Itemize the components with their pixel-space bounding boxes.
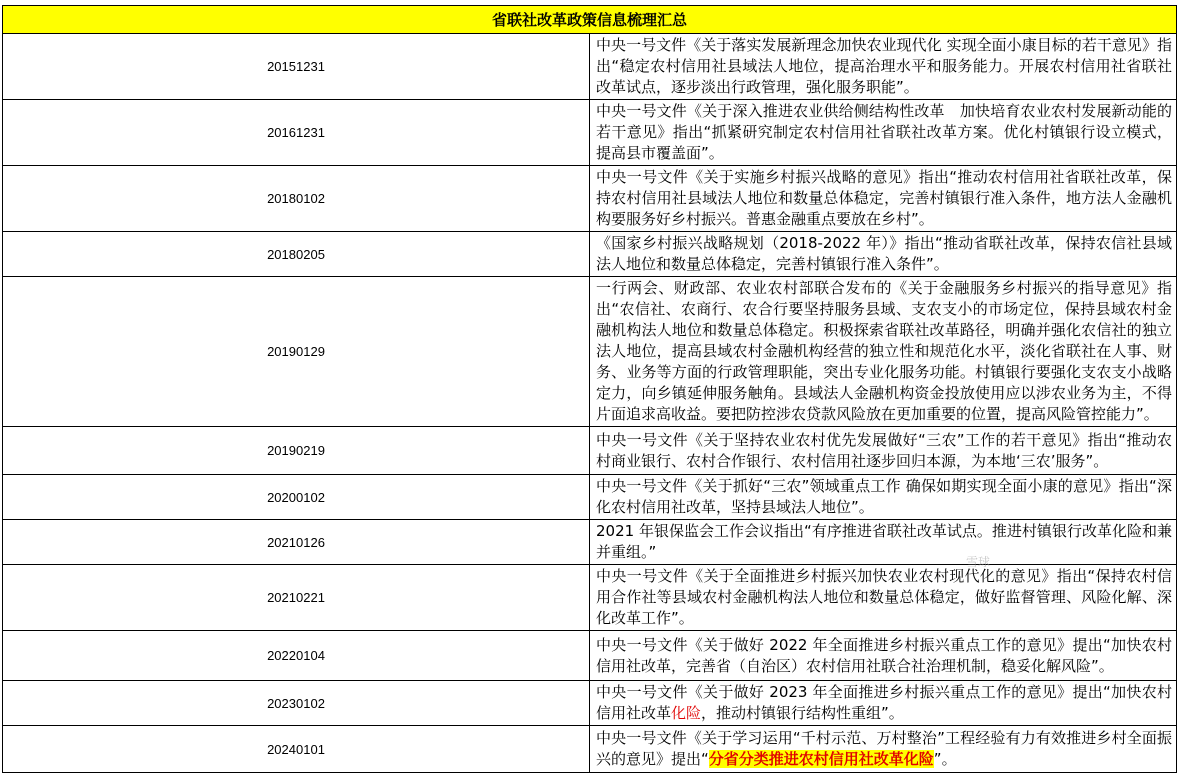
- row-text-part: 中央一号文件《关于做好 2023 年全面推进乡村振兴重点工作的意见》提出“加快农村信用社改革: [596, 683, 1172, 722]
- row-date: 20220104: [3, 631, 590, 681]
- table-row: [3, 475, 1177, 520]
- table-row: [3, 427, 1177, 475]
- row-text-part: 中央一号文件《关于学习运用“千村示范、万村整治”工程经验有力有效推进乡村全面振兴的意见》提出“: [596, 729, 1172, 768]
- row-text-part: ，推动村镇银行结构性重组”。: [701, 704, 904, 722]
- row-text: 中央一号文件《关于落实发展新理念加快农业现代化 实现全面小康目标的若干意见》指出“稳定农村信用社县域法人地位，提高治理水平和服务能力。开展农村信用社省联社改革试点，逐步淡出行政管理，强化服务职能”。: [590, 34, 1177, 100]
- row-date: 20200102: [3, 475, 590, 520]
- row-date: 20190129: [3, 277, 590, 427]
- row-text: 中央一号文件《关于深入推进农业供给侧结构性改革 加快培育农业农村发展新动能的若干意见》指出“抓紧研究制定农村信用社省联社改革方案。优化村镇银行设立模式，提高县市覆盖面”。: [590, 100, 1177, 166]
- row-text: 中央一号文件《关于做好 2022 年全面推进乡村振兴重点工作的意见》提出“加快农村信用社改革，完善省（自治区）农村信用社联合社治理机制，稳妥化解风险”。: [590, 631, 1177, 681]
- table-row: [3, 34, 1177, 100]
- table-title: 省联社改革政策信息梳理汇总: [3, 6, 1177, 34]
- table-row: [3, 166, 1177, 232]
- row-date: 20190219: [3, 427, 590, 475]
- table-row: [3, 726, 1177, 773]
- row-text-part: ”。: [933, 750, 957, 768]
- row-text: 中央一号文件《关于抓好“三农”领域重点工作 确保如期实现全面小康的意见》指出“深化农村信用社改革，坚持县域法人地位”。: [590, 475, 1177, 520]
- row-date: 20161231: [3, 100, 590, 166]
- table-title-row: [3, 6, 1177, 34]
- row-text: [590, 726, 1177, 773]
- row-text: 《国家乡村振兴战略规划（2018-2022 年）》指出“推动省联社改革，保持农信社县域法人地位和数量总体稳定，完善村镇银行准入条件”。: [590, 232, 1177, 277]
- row-text: 一行两会、财政部、农业农村部联合发布的《关于金融服务乡村振兴的指导意见》指出“农信社、农商行、农合行要坚持服务县域、支农支小的市场定位，保持县域农村金融机构法人地位和数量总体稳定。积极探索省联社改革路径，明确并强化农信社的独立法人地位，提高县域农村金融机构经营的独立性和规范化水平，淡化省联社在人事、财务、业务等方面的行政管理职能，突出专业化服务功能。村镇银行要强化支农支小战略定力，向乡镇延伸服务触角。县域法人金融机构资金投放使用应以涉农业务为主，不得片面追求高收益。要把防控涉农贷款风险放在更加重要的位置，提高风险管控能力”。: [590, 277, 1177, 427]
- row-date: 20180205: [3, 232, 590, 277]
- row-text: 中央一号文件《关于全面推进乡村振兴加快农业农村现代化的意见》指出“保持农村信用合作社等县域农村金融机构法人地位和数量总体稳定，做好监督管理、风险化解、深化改革工作”。: [590, 565, 1177, 631]
- row-text: 2021 年银保监会工作会议指出“有序推进省联社改革试点。推进村镇银行改革化险和兼并重组。”: [590, 520, 1177, 565]
- row-date: 20180102: [3, 166, 590, 232]
- row-date: 20210126: [3, 520, 590, 565]
- table-row: [3, 100, 1177, 166]
- table-row: [3, 681, 1177, 726]
- highlighted-emphasis: 分省分类推进农村信用社改革化险: [708, 750, 934, 768]
- row-text: 中央一号文件《关于实施乡村振兴战略的意见》指出“推动农村信用社省联社改革，保持农村信用社县域法人地位和数量总体稳定，完善村镇银行准入条件，地方法人金融机构要服务好乡村振兴。普惠金融重点要放在乡村”。: [590, 166, 1177, 232]
- row-date: 20230102: [3, 681, 590, 726]
- watermark: 雪球: [966, 555, 991, 569]
- table-row: [3, 565, 1177, 631]
- table-row: [3, 520, 1177, 565]
- row-date: 20240101: [3, 726, 590, 773]
- row-date: 20210221: [3, 565, 590, 631]
- policy-table: [2, 5, 1177, 773]
- row-date: 20151231: [3, 34, 590, 100]
- row-text: [590, 681, 1177, 726]
- table-row: [3, 277, 1177, 427]
- red-emphasis: 化险: [671, 704, 702, 722]
- table-row: [3, 232, 1177, 277]
- row-text: 中央一号文件《关于坚持农业农村优先发展做好“三农”工作的若干意见》指出“推动农村商业银行、农村合作银行、农村信用社逐步回归本源，为本地‘三农’服务”。: [590, 427, 1177, 475]
- table-row: [3, 631, 1177, 681]
